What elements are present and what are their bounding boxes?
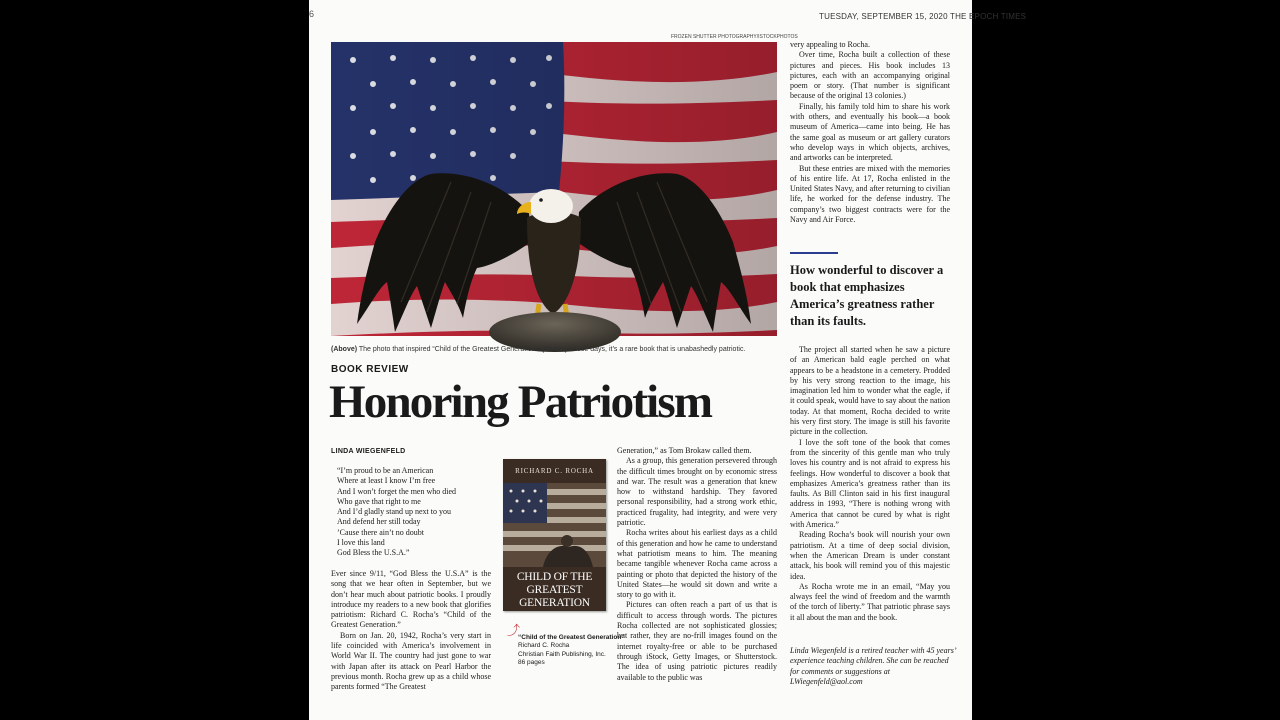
paragraph: Reading Rocha’s book will nourish your own patriotism. At a time of deep social division, when the American Dream is under constant attack, his book will remind you of this majestic idea. bbox=[790, 530, 950, 581]
article-column-1 bbox=[331, 569, 491, 693]
book-info-pages: 86 pages bbox=[518, 659, 545, 667]
byline: LINDA WIEGENFELD bbox=[331, 448, 406, 455]
caption-below-label: (Below) bbox=[541, 346, 568, 353]
book-info-author: Richard C. Rocha bbox=[518, 642, 570, 650]
eagle-flag-photo bbox=[331, 42, 777, 336]
book-cover-flag-image bbox=[503, 483, 606, 567]
lyric-line: “I’m proud to be an American bbox=[337, 466, 434, 475]
curved-arrow-icon: ⤴ bbox=[507, 623, 521, 638]
book-cover bbox=[503, 459, 606, 611]
author-bio: Linda Wiegenfeld is a retired teacher with 45 years’ experience teaching children. She can be reached for comments or suggestions at LWiegenfeld@aol.com bbox=[790, 646, 956, 687]
song-lyrics bbox=[337, 466, 456, 559]
paragraph: I love the soft tone of the book that comes from the sincerity of this gentle man who truly loves his country and is not afraid to express his feelings. How wonderful to discover a book that emphasizes America’s greatness rather than its faults. As Bill Clinton said in his first inaugural address in 1993, “There is nothing wrong with America that cannot be cured by what is right with America.” bbox=[790, 437, 950, 530]
paragraph: Pictures can often reach a part of us that is difficult to access through words. The pictures Rocha collected are not sophisticated glossies; but rather, they are no-frill images found on the internet royalty-free or able to be purchased through iStock, Getty Images, or Shutterstock. The idea of using patriotic pictures readily available to the public was bbox=[617, 600, 777, 682]
paragraph: As a group, this generation persevered through the difficult times brought on by economic stress and war. The result was a generation that knew how to withstand hardship. They favored personal responsibility, had a strong work ethic, practiced frugality, had integrity, and were very patriotic. bbox=[617, 456, 777, 528]
book-info-title: “Child of the Greatest Generation” bbox=[518, 634, 625, 641]
paragraph: Over time, Rocha built a collection of these pictures and pieces. His book includes 13 pictures, each with an accompanying original poem or story. (That number is significant because of the original 13 colonies.) bbox=[790, 50, 950, 101]
paragraph: But these entries are mixed with the memories of his entire life. At 17, Rocha enlisted in the United States Navy, and after returning to civilian life, he worked for the defense industry. The company’s two biggest contracts were for the Navy and Air Force. bbox=[790, 163, 950, 225]
lyric-line: God Bless the U.S.A.” bbox=[337, 548, 410, 558]
lyric-line: Who gave that right to me bbox=[337, 496, 421, 506]
caption-below-text: These days, it’s a rare book that is unabashedly patriotic. bbox=[567, 346, 746, 353]
paragraph: Finally, his family told him to share his work with others, and eventually his book—a book museum of America—came into being. He has the same goal as museum or art gallery curators who develop ways in which objects, archives, and artworks can be interpreted. bbox=[790, 101, 950, 163]
article-column-3-bottom bbox=[790, 345, 950, 623]
lyric-line: And I won’t forget the men who died bbox=[337, 486, 457, 496]
caption-above-text: The photo that inspired “Child of the Greatest Generation.” bbox=[357, 346, 542, 353]
paragraph: very appealing to Rocha. bbox=[790, 40, 870, 49]
paragraph: Born on Jan. 20, 1942, Rocha’s very start in life coincided with America’s involvement in World War II. The country had just gone to war with Japan after its attack on Pearl Harbor the previous month. Rocha grew up as a child whose parents formed “The Greatest bbox=[331, 630, 491, 692]
page-number: 6 bbox=[309, 9, 315, 19]
lyric-line: ’Cause there ain’t no doubt bbox=[337, 527, 424, 537]
caption-above-label: (Above) bbox=[331, 346, 358, 353]
section-label: BOOK REVIEW bbox=[331, 364, 409, 375]
lyric-line: Where at least I know I’m free bbox=[337, 476, 436, 486]
paragraph: Generation,” as Tom Brokaw called them. bbox=[617, 446, 752, 455]
article-column-3-top bbox=[790, 40, 950, 225]
pull-quote-rule bbox=[790, 252, 838, 254]
masthead-dateline: TUESDAY, SEPTEMBER 15, 2020 THE EPOCH TIMES bbox=[819, 12, 1027, 21]
pull-quote: How wonderful to discover a book that emphasizes America’s greatness rather than its faults. bbox=[790, 263, 944, 328]
paragraph: The project all started when he saw a picture of an American bald eagle perched on what appears to be a headstone in a cemetery. Prodded by his very strong reaction to the image, his imagination led him to wonder what the eagle, if it could speak, would have to say about the nation today. At that moment, Rocha decided to write his very first story. The image is still his favorite picture in the collection. bbox=[790, 345, 950, 437]
paragraph: Ever since 9/11, “God Bless the U.S.A” is the song that we hear often in September, but we don’t hear much about patriotic books. I proudly introduce my readers to a new book that glorifies patriotism: Richard C. Rocha’s “Child of the Greatest Generation.” bbox=[331, 569, 491, 630]
photo-caption bbox=[331, 346, 781, 353]
headline: Honoring Patriotism bbox=[329, 376, 712, 428]
lyric-line: And defend her still today bbox=[337, 517, 421, 527]
book-info-publisher: Christian Faith Publishing, Inc. bbox=[518, 650, 606, 658]
paragraph: Rocha writes about his earliest days as a child of this generation and how he came to understand what patriotism means to him. The meaning became tangible whenever Rocha came across a painting or photo that depicted the history of the United States—he would sit down and write a story to go with it. bbox=[617, 528, 777, 600]
article-column-2 bbox=[617, 446, 777, 683]
lyric-line: I love this land bbox=[337, 538, 385, 548]
paragraph: As Rocha wrote me in an email, “May you always feel the wind of freedom and the warmth of the torch of liberty.” That patriotic phrase says it all about the man and the book. bbox=[790, 581, 950, 622]
photo-credit: FROZEN SHUTTER PHOTOGRAPHY/ISTOCKPHOTOS bbox=[671, 34, 798, 40]
book-cover-author: RICHARD C. ROCHA bbox=[515, 467, 594, 475]
newspaper-page bbox=[309, 0, 1027, 720]
lyric-line: And I’d gladly stand up next to you bbox=[337, 507, 451, 517]
book-cover-title: CHILD OF THE GREATEST GENERATION bbox=[516, 571, 593, 609]
